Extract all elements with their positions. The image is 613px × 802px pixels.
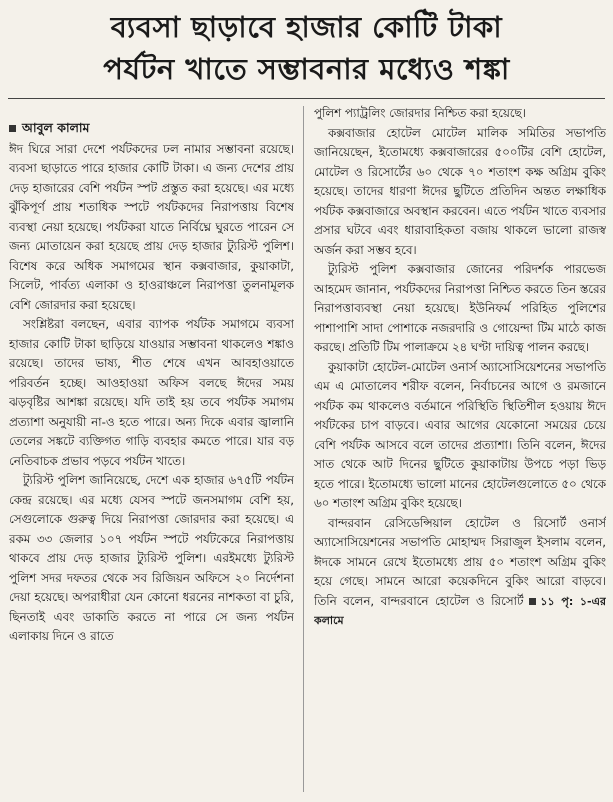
headline-line-1: ব্যবসা ছাড়াবে হাজার কোটি টাকা — [110, 10, 503, 44]
square-bullet-icon — [529, 598, 536, 605]
byline — [9, 118, 294, 138]
jump-line-text: ১১ পৃ: ১-এর কলামে — [314, 594, 606, 627]
headline-line-2: পর্যটন খাতে সম্ভাবনার মধ্যেও শঙ্কা — [103, 52, 510, 86]
right-column — [314, 104, 606, 780]
byline-author: আবুল কালাম — [22, 120, 90, 135]
headline-rule — [8, 98, 605, 99]
paragraph: সংশ্লিষ্টরা বলছেন, এবার ব্যাপক পর্যটক সমাগমে ব্যবসা হাজার কোটি টাকা ছাড়িয়ে যাওয়ার সম্ভাবনা থাকলেও শঙ্কাও রয়েছে। তাদের ভাষ্য, শীত শেষে এখন আবহাওয়াতে পরিবর্তন হচ্ছে। আওহাওয়া অফিস বলছে ঈদের সময় ঝড়বৃষ্টির আশঙ্কা রয়েছে। যদি তাই হয় তবে পর্যটক সমাগম প্রত্যাশা অনুযায়ী না-ও হতে পারে। অন্য দিকে এবার জ্বালানি তেলের সঙ্কটে ব্যক্তিগত গাড়ি ব্যবহার কমতে পারে। যার বড় নেতিবাচক প্রভাব পড়বে পর্যটন খাতে। — [9, 317, 294, 468]
paragraph: ট্যুরিস্ট পুলিশ জানিয়েছে, দেশে এক হাজার ৬৭৫টি পর্যটন কেন্দ্র রয়েছে। এর মধ্যে যেসব স্পটে জনসমাগম বেশি হয়, সেগুলোকে গুরুত্ব দিয়ে নিরাপত্তা জোরদার করা হয়েছে। এ রকম ৩৩ জেলার ১০৭ পর্যটন স্পটে পর্যটকেরে নিরাপত্তায় থাকবে প্রায় দেড় হাজার ট্যুরিস্ট পুলিশ। এরইমধ্যে ট্যুরিস্ট পুলিশ সদর দফতর থেকে সব রিজিয়ন অফিসে ২০ নির্দেশনা দেয়া হয়েছে। অপরাধীরা যেন কোনো ধরনের নাশকতা বা চুরি, ছিনতাই এবং ডাকাতি করতে না পারে সে জন্য পর্যটন এলাকায় দিনে ও রাতে — [9, 473, 294, 643]
paragraph: ঈদ ঘিরে সারা দেশে পর্যটকদের ঢল নামার সম্ভাবনা রয়েছে। ব্যবসা ছাড়াতে পারে হাজার কোটি টাকা। এ জন্য দেশের প্রায় দেড় হাজারের বেশি পর্যটন স্পট প্রস্তুত করা হয়েছে। এর মধ্যে ঝুঁকিপূর্ণ প্রায় শতাধিক স্পটে পর্যটকদের নিরাপত্তায় বিশেষ ব্যবস্থা নেয়া হয়েছে। পর্যটকরা যাতে নির্বিঘ্নে ঘুরতে পারেন সে জন্য মোতায়েন করা হয়েছে প্রায় দেড় হাজার ট্যুরিস্ট পুলিশ। বিশেষ করে অধিক সমাগমের স্থান কক্সবাজার, কুয়াকাটা, সিলেট, পার্বত্য এলাকা ও হাওরাঞ্চলে নিরাপত্তা তুলনামূলক বেশি জোরদার করা হয়েছে। — [9, 141, 294, 312]
paragraph-text: বান্দরবান রেসিডেন্সিয়াল হোটেল ও রিসোর্ট ওনার্স অ্যাসোসিয়েশনের সভাপতি মোহাম্মদ সিরাজুল ইসলাম বলেন, ঈদকে সামনে রেখে ইতোমধ্যে প্রায় ৫০ শতাংশ অগ্রিম বুকিং হয়ে গেছে। সামনে আরো কয়েকদিনে বুকিং আরো বাড়বে। তিনি বলেন, বান্দরবানে হোটেল ও রিসোর্ট — [314, 515, 606, 608]
paragraph: কুয়াকাটা হোটেল-মোটেল ওনার্স অ্যাসোসিয়েশনের সভাপতি এম এ মোতালেব শরীফ বলেন, নির্বাচনের আগে ও রমজানে পর্যটক কম থাকলেও বর্তমানে পরিস্থিতি স্থিতিশীল হওয়ায় ঈদে পর্যটকের চাপ বাড়বে। এবার আগের যেকোনো সময়ের চেয়ে বেশি পর্যটক আসবে বলে তাদের প্রত্যাশা। তিনি বলেন, ঈদের সাত থেকে আট দিনের ছুটিতে কুয়াকাটায় উপচে পড়া ভিড় হতে পারে। ইতোমধ্যে ভালো মানের হোটেলগুলোতে ৫০ থেকে ৬০ শতাংশ অগ্রিম বুকিং হয়েছে। — [314, 359, 606, 510]
paragraph: ট্যুরিস্ট পুলিশ কক্সবাজার জোনের পরিদর্শক পারভেজ আহমেদ জানান, পর্যটকদের নিরাপত্তা নিশ্চিত করতে তিন স্তরের নিরাপত্তাব্যবস্থা নেয়া হয়েছে। ইউনিফর্ম পরিহিত পুলিশের পাশাপাশি সাদা পোশাকে নজরদারি ও গোয়েন্দা টিম মাঠে কাজ করছে। প্রতিটি টিম পালাক্রমে ২৪ ঘণ্টা দায়িত্ব পালন করছে। — [314, 262, 606, 354]
square-bullet-icon — [9, 125, 16, 132]
left-column — [9, 118, 294, 794]
paragraph: পুলিশ প্যাট্রলিং জোরদার নিশ্চিত করা হয়েছে। — [314, 106, 526, 120]
headline — [0, 6, 613, 90]
column-divider — [303, 106, 304, 792]
paragraph — [314, 514, 606, 631]
paragraph: কক্সবাজার হোটেল মোটেল মালিক সমিতির সভাপতি জানিয়েছেন, ইতোমধ্যে কক্সবাজারের ৫০০টির বেশি হোটেল, মোটেল ও রিসোর্টের ৬০ থেকে ৭০ শতাংশ কক্ষ অগ্রিম বুকিং হয়েছে। তাদের ধারণা ঈদের ছুটিতে প্রতিদিন অন্তত লক্ষাধিক পর্যটক কক্সবাজারে অবস্থান করবেন। এতে পর্যটন খাতে ব্যবসার প্রসার ঘটবে এবং ধারাবাহিকতা বজায় থাকলে ভালো রাজস্ব অর্জন করা সম্ভব হবে। — [314, 125, 606, 257]
